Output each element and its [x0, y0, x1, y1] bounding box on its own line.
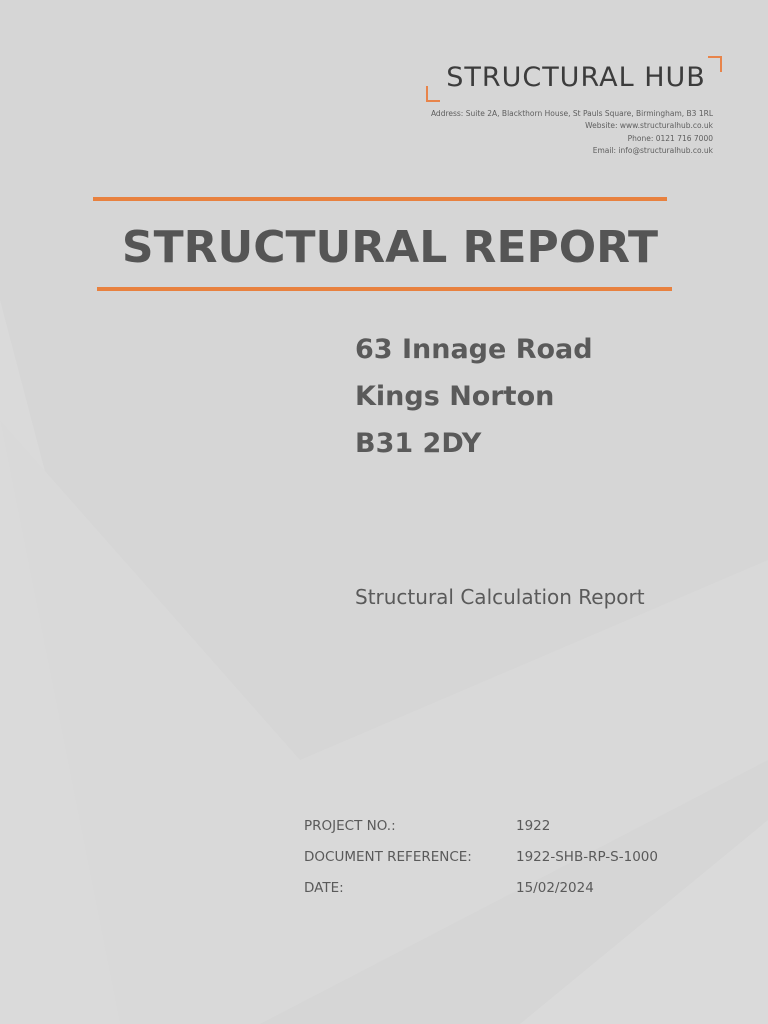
project-number-label: PROJECT NO.:	[304, 818, 396, 834]
date-value: 15/02/2024	[516, 880, 594, 896]
date-label: DATE:	[304, 880, 344, 896]
report-subtitle: Structural Calculation Report	[355, 585, 645, 609]
title-rule-bottom	[97, 287, 672, 291]
project-number-value: 1922	[516, 818, 551, 834]
document-reference-row	[304, 846, 704, 877]
company-logo	[426, 56, 722, 102]
document-reference-label: DOCUMENT REFERENCE:	[304, 849, 472, 865]
date-row	[304, 877, 704, 908]
contact-email: Email: info@structuralhub.co.uk	[592, 145, 713, 155]
title-rule-top	[93, 197, 667, 201]
contact-block	[431, 108, 713, 157]
logo-text: STRUCTURAL HUB	[446, 62, 706, 93]
address-line-3: B31 2DY	[355, 428, 482, 459]
address-line-1: 63 Innage Road	[355, 334, 593, 365]
report-title: STRUCTURAL REPORT	[121, 222, 659, 273]
contact-website: Website: www.structuralhub.co.uk	[585, 121, 713, 131]
site-address	[355, 326, 593, 467]
contact-phone: Phone: 0121 716 7000	[627, 133, 713, 143]
contact-address: Address: Suite 2A, Blackthorn House, St Pauls Square, Birmingham, B3 1RL	[430, 109, 713, 118]
address-line-2: Kings Norton	[355, 381, 555, 412]
project-number-row	[304, 815, 704, 846]
document-metadata	[304, 815, 704, 908]
document-reference-value: 1922-SHB-RP-S-1000	[516, 849, 658, 865]
